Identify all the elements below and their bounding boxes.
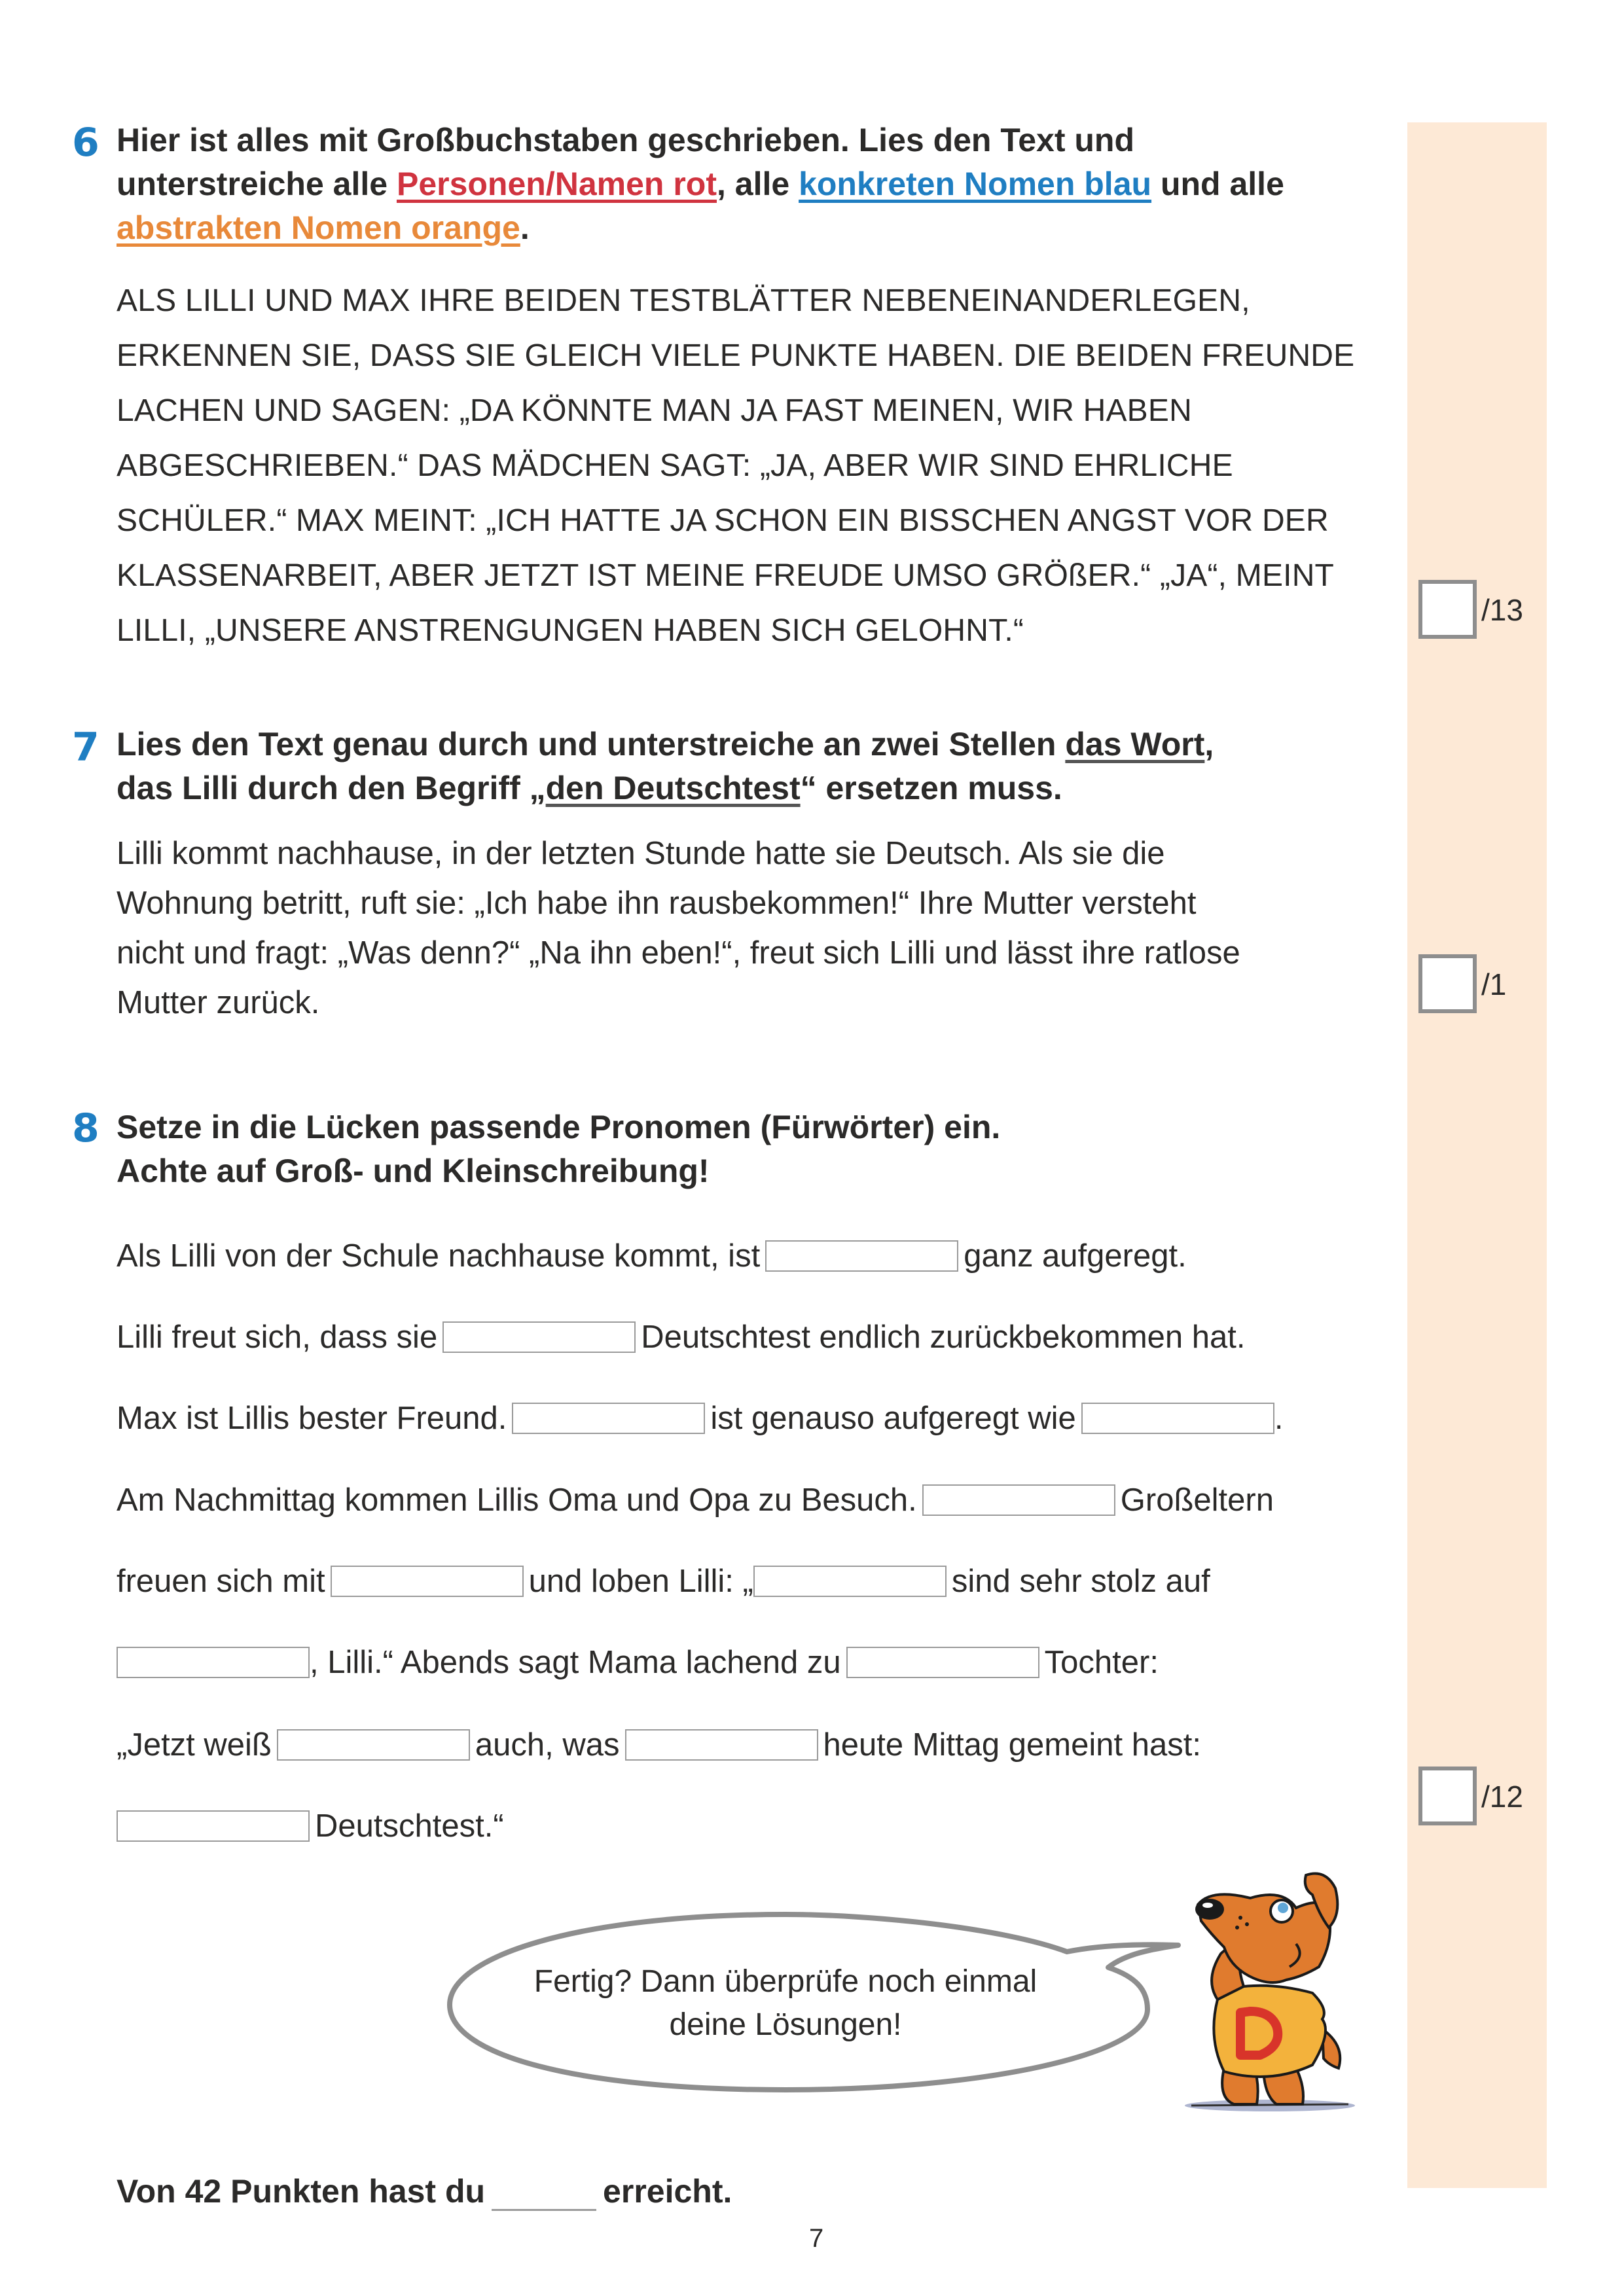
gap-text: sind sehr stolz auf xyxy=(951,1564,1210,1599)
text-line[interactable]: nicht und fragt: „Was denn?“ „Na ihn eben!“, freut sich Lilli und lässt ihre ratlose xyxy=(117,935,1240,971)
gap-input[interactable] xyxy=(117,1810,310,1842)
underlined-term: den Deutschtest xyxy=(545,770,801,806)
gap-input[interactable] xyxy=(277,1729,470,1761)
gap-input[interactable] xyxy=(1081,1403,1274,1434)
task-7-score-max: /1 xyxy=(1481,967,1507,1001)
total-points-blank[interactable] xyxy=(492,2183,596,2211)
gap-text: Max ist Lillis bester Freund. xyxy=(117,1401,507,1436)
task-6-heading-line3 xyxy=(117,206,1284,250)
gap-text: Deutschtest.“ xyxy=(315,1808,504,1844)
text-line[interactable]: Lilli kommt nachhause, in der letzten Stunde hatte sie Deutsch. Als sie die xyxy=(117,836,1165,871)
summary-post: erreicht. xyxy=(603,2173,732,2210)
gap-text: ganz aufgeregt. xyxy=(964,1238,1187,1274)
task-6-score-max: /13 xyxy=(1481,593,1523,627)
task-7-score-box[interactable] xyxy=(1418,954,1477,1013)
gap-line-8 xyxy=(117,1806,504,1846)
red-instruction: Personen/Namen rot xyxy=(396,166,717,202)
task-7-heading-line1 xyxy=(117,723,1214,766)
heading-text: unterstreiche alle xyxy=(117,166,397,202)
heading-text: “ ersetzen muss. xyxy=(800,770,1062,806)
gap-input[interactable] xyxy=(846,1647,1039,1678)
task-7-number: 7 xyxy=(72,725,99,770)
task-8-number: 8 xyxy=(72,1105,99,1151)
task-8-heading xyxy=(117,1105,1000,1193)
gap-input[interactable] xyxy=(117,1647,310,1678)
task-6-heading-line1: Hier ist alles mit Großbuchstaben geschrieben. Lies den Text und xyxy=(117,122,1134,158)
gap-text: ist genauso aufgeregt wie xyxy=(710,1401,1076,1436)
speech-bubble-text xyxy=(484,1960,1087,2047)
gap-text: , Lilli.“ Abends sagt Mama lachend zu xyxy=(310,1645,841,1680)
gap-text: Als Lilli von der Schule nachhause kommt, ist xyxy=(117,1238,761,1274)
heading-text: und alle xyxy=(1151,166,1284,202)
gap-text: auch, was xyxy=(475,1727,620,1763)
gap-text: Lilli freut sich, dass sie xyxy=(117,1319,438,1355)
task-7-text[interactable] xyxy=(117,829,1240,1028)
gap-line-6 xyxy=(117,1643,1159,1682)
task-8-score-max: /12 xyxy=(1481,1780,1523,1814)
text-line[interactable]: LILLI, „UNSERE ANSTRENGUNGEN HABEN SICH GELOHNT.“ xyxy=(117,613,1024,648)
task-6-text[interactable] xyxy=(117,274,1354,658)
gap-input[interactable] xyxy=(765,1240,958,1272)
gap-line-3 xyxy=(117,1399,1283,1438)
text-line[interactable]: Wohnung betritt, ruft sie: „Ich habe ihn rausbekommen!“ Ihre Mutter versteht xyxy=(117,886,1197,921)
task-7-heading-line2 xyxy=(117,766,1214,810)
gap-line-4 xyxy=(117,1480,1274,1520)
task-6-heading-line2 xyxy=(117,162,1284,206)
orange-instruction: abstrakten Nomen orange xyxy=(117,209,520,246)
gap-input[interactable] xyxy=(442,1321,636,1353)
task-6-heading xyxy=(117,118,1284,250)
summary-pre: Von 42 Punkten hast du xyxy=(117,2173,486,2210)
gap-input[interactable] xyxy=(922,1484,1115,1516)
task-8-heading-line2: Achte auf Groß- und Kleinschreibung! xyxy=(117,1153,710,1189)
bubble-line: deine Lösungen! xyxy=(669,2007,902,2042)
gap-input[interactable] xyxy=(512,1403,705,1434)
gap-text: und loben Lilli: „ xyxy=(528,1564,753,1599)
heading-text: , xyxy=(1204,726,1214,762)
task-6-number: 6 xyxy=(72,120,99,166)
heading-text: das Lilli durch den Begriff „ xyxy=(117,770,546,806)
gap-text: heute Mittag gemeint hast: xyxy=(823,1727,1201,1763)
text-line[interactable]: ABGESCHRIEBEN.“ DAS MÄDCHEN SAGT: „JA, ABER WIR SIND EHRLICHE xyxy=(117,448,1233,483)
task-8-heading-line1: Setze in die Lücken passende Pronomen (Fürwörter) ein. xyxy=(117,1109,1001,1145)
text-line[interactable]: ALS LILLI UND MAX IHRE BEIDEN TESTBLÄTTER NEBENEINANDERLEGEN, xyxy=(117,283,1250,318)
text-line[interactable]: SCHÜLER.“ MAX MEINT: „ICH HATTE JA SCHON EIN BISSCHEN ANGST VOR DER xyxy=(117,503,1329,538)
text-line[interactable]: ERKENNEN SIE, DASS SIE GLEICH VIELE PUNKTE HABEN. DIE BEIDEN FREUNDE xyxy=(117,338,1355,373)
heading-text: . xyxy=(520,209,530,246)
underlined-term: das Wort xyxy=(1065,726,1205,762)
gap-text: „Jetzt weiß xyxy=(117,1727,272,1763)
task-7-heading xyxy=(117,723,1214,810)
gap-text: Am Nachmittag kommen Lillis Oma und Opa zu Besuch. xyxy=(117,1482,917,1518)
bubble-line: Fertig? Dann überprüfe noch einmal xyxy=(533,1964,1038,1999)
blue-instruction: konkreten Nomen blau xyxy=(799,166,1152,202)
gap-line-2 xyxy=(117,1318,1246,1357)
points-summary xyxy=(117,2172,732,2211)
gap-text: freuen sich mit xyxy=(117,1564,325,1599)
text-line[interactable]: LACHEN UND SAGEN: „DA KÖNNTE MAN JA FAST MEINEN, WIR HABEN xyxy=(117,393,1192,428)
gap-input[interactable] xyxy=(331,1566,524,1597)
gap-input[interactable] xyxy=(625,1729,818,1761)
gap-line-1 xyxy=(117,1236,1187,1276)
score-sidebar xyxy=(1407,122,1547,2188)
text-line[interactable]: Mutter zurück. xyxy=(117,985,320,1020)
page-number: 7 xyxy=(809,2224,824,2253)
gap-text: Tochter: xyxy=(1044,1645,1159,1680)
heading-text: Lies den Text genau durch und unterstreiche an zwei Stellen xyxy=(117,726,1066,762)
heading-text: , alle xyxy=(716,166,799,202)
dog-mascot-icon xyxy=(1172,1869,1362,2117)
gap-input[interactable] xyxy=(753,1566,947,1597)
task-8-score-box[interactable] xyxy=(1418,1767,1477,1825)
gap-line-7 xyxy=(117,1725,1201,1765)
text-line[interactable]: KLASSENARBEIT, ABER JETZT IST MEINE FREUDE UMSO GRÖßER.“ „JA“, MEINT xyxy=(117,558,1335,593)
gap-line-5 xyxy=(117,1562,1210,1601)
task-6-score-box[interactable] xyxy=(1418,580,1477,639)
gap-text: . xyxy=(1274,1401,1284,1436)
gap-text: Großeltern xyxy=(1120,1482,1274,1518)
gap-text: Deutschtest endlich zurückbekommen hat. xyxy=(641,1319,1246,1355)
